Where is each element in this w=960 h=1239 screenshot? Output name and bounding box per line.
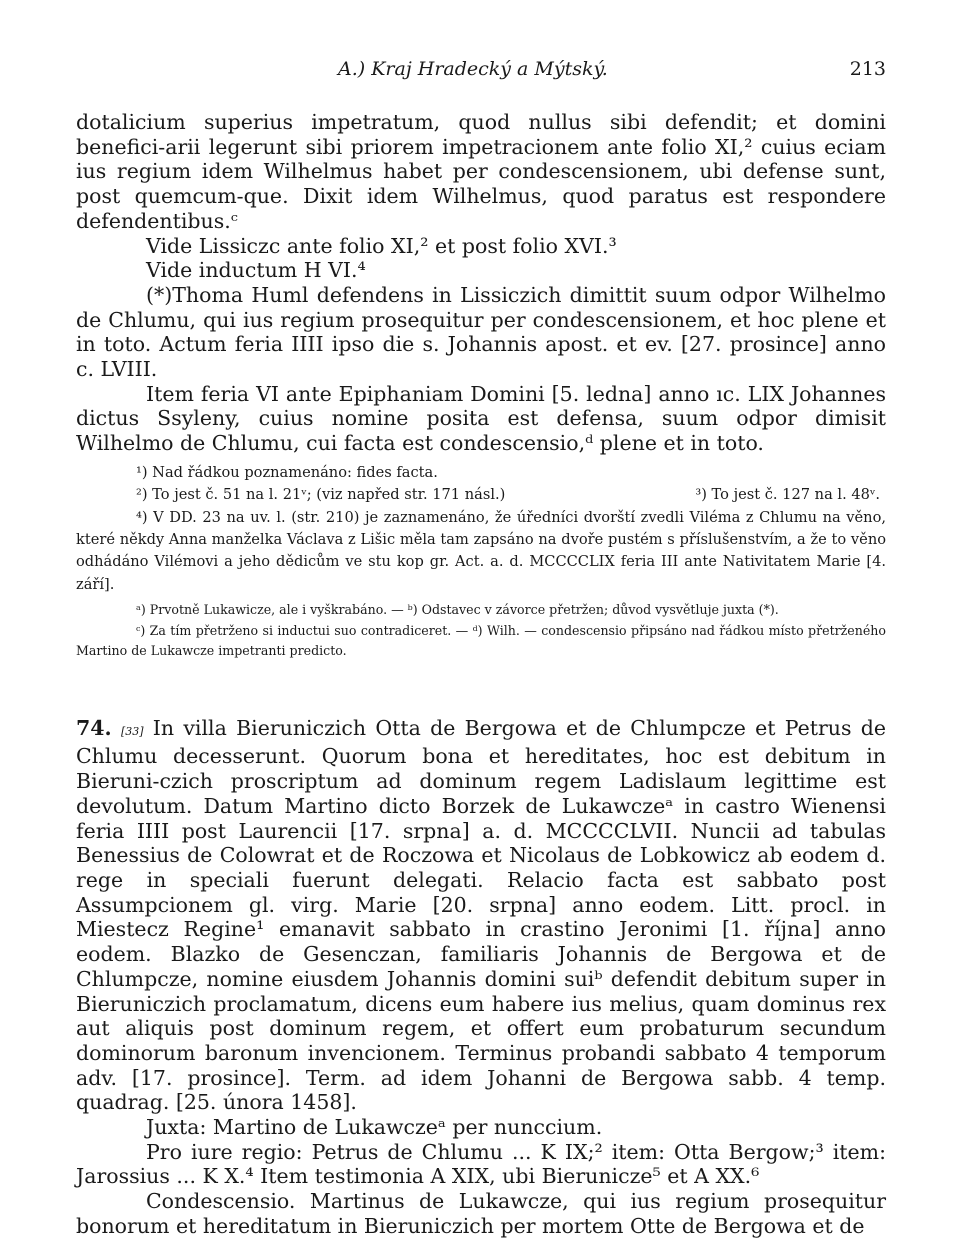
section-gap (76, 662, 886, 700)
variant-note: ᶜ) Za tím přetrženo si inductui suo contradiceret. — ᵈ) Wilh. — condescensio připsáno nad řádkou místo přetrženého Martino de Lukawcze impetranti predicto. (76, 622, 886, 659)
paragraph: dotalicium superius impetratum, quod nullus sibi defendit; et domini benefici-arii legerunt sibi priorem impetracionem ante folio XI,² cuius eciam ius regium idem Wilhelmus habet per condescensionem, ubi defense sunt, post quemcum-que. Dixit idem Wilhelmus, quod paratus est respondere defendentibus.ᶜ (76, 110, 886, 233)
running-title: A.) Kraj Hradecký a Mýtský. (338, 58, 608, 80)
running-header (76, 58, 886, 94)
entry-paragraph: Pro iure regio: Petrus de Chlumu ... K IX;² item: Otta Bergow;³ item: Jarossius ... K X.⁴ Item testimonia A XIX, ubi Bierunicze⁵ et A XX.⁶ (76, 1139, 886, 1189)
entry-text: In villa Bieruniczich Otta de Bergowa et de Chlumpcze et Petrus de Chlumu decesserunt. Quorum bona et hereditates, hoc est debitum in Bieruni-czich proscriptum ad dominum regem Ladislaum legittime est devolutum. Datum Martino dicto Borzek de Lukawczeᵃ in castro Wienensi feria IIII post Laurencii [17. srpna] a. d. MCCCCLVII. Nuncii ad tabulas Benessius de Colowrat et de Roczowa et Nicolaus de Lobkowicz ab eodem d. rege in speciali fuerunt delegati. Relacio facta est sabbato post Assumpcionem gl. virg. Marie [20. srpna] anno eodem. Litt. procl. in Miestecz Regine¹ emanavit sabbato in crastino Jeronimi [1. října] anno eodem. Blazko de Gesenczan, familiaris Johannis de Bergowa et de Chlumpcze, nomine eiusdem Johannis domini suiᵇ defendit debitum super in Bieruniczich proclamatum, dicens eum habere ius melius, quam dominus rex aut aliquis post dominum regem, et offert eum probaturum secundum dominorum baronum invencionem. Terminus probandi sabbato 4 temporum adv. [17. prosince]. Term. ad idem Johanni de Bergowa sabb. 4 temp. quadrag. [25. února 1458]. (76, 715, 886, 1115)
paragraph: Item feria VI ante Epiphaniam Domini [5. ledna] anno ıc. LIX Johannes dictus Ssyleny, cuius nomine posita est defensa, suum odpor dimisit Wilhelmo de Chlumu, cui facta est condescensio,ᵈ plene et in toto. (76, 381, 886, 456)
entry-number: 74. (76, 715, 112, 740)
paragraph: Vide inductum H VI.⁴ (146, 258, 366, 283)
entry-paragraph (76, 716, 886, 1115)
entry-paragraph: Juxta: Martino de Lukawczeᵃ per nunccium. (146, 1115, 603, 1140)
folio-mark: [33] (120, 724, 144, 738)
variant-notes (76, 600, 886, 662)
main-text (76, 110, 886, 456)
entry-paragraph: Condescensio. Martinus de Lukawcze, qui ius regium prosequitur bonorum et hereditatum in Bieruniczich per mortem Otte de Bergowa et de (76, 1189, 886, 1238)
page (76, 58, 886, 1239)
page-number: 213 (849, 58, 886, 80)
footnote: ³) To jest č. 127 na l. 48ᵛ. (695, 486, 880, 504)
paragraph: Vide Lissiczc ante folio XI,² et post folio XVI.³ (146, 233, 617, 258)
footnote: ⁴) V DD. 23 na uv. l. (str. 210) je zaznamenáno, že úředníci dvorští zvedli Viléma z Chlumu na věno, které někdy Anna manželka Václava z Lišic měla tam zapsáno na dvoře pustém s příslušenstvím, a že to věno odhádáno Vilémovi a jeho dědicům ve stu kop gr. Act. a. d. MCCCCLIX feria III ante Nativitatem Marie [4. září]. (76, 508, 886, 593)
footnote: ²) To jest č. 51 na l. 21ᵛ; (viz napřed str. 171 násl.) (136, 486, 506, 504)
variant-note: ᵃ) Prvotně Lukawicze, ale i vyškrabáno. — ᵇ) Odstavec v závorce přetržen; důvod vysvětluje juxta (*). (136, 602, 779, 618)
footnote: ¹) Nad řádkou poznamenáno: fides facta. (136, 463, 438, 481)
footnotes (76, 462, 886, 596)
entry-74 (76, 716, 886, 1239)
footnote-row (76, 484, 886, 506)
paragraph: (*)Thoma Huml defendens in Lissiczich dimittit suum odpor Wilhelmo de Chlumu, qui ius regium prosequitur per condescensionem, et hoc plene et in toto. Actum feria IIII ipso die s. Johannis apost. et ev. [27. prosince] anno c. LVIII. (76, 282, 886, 382)
